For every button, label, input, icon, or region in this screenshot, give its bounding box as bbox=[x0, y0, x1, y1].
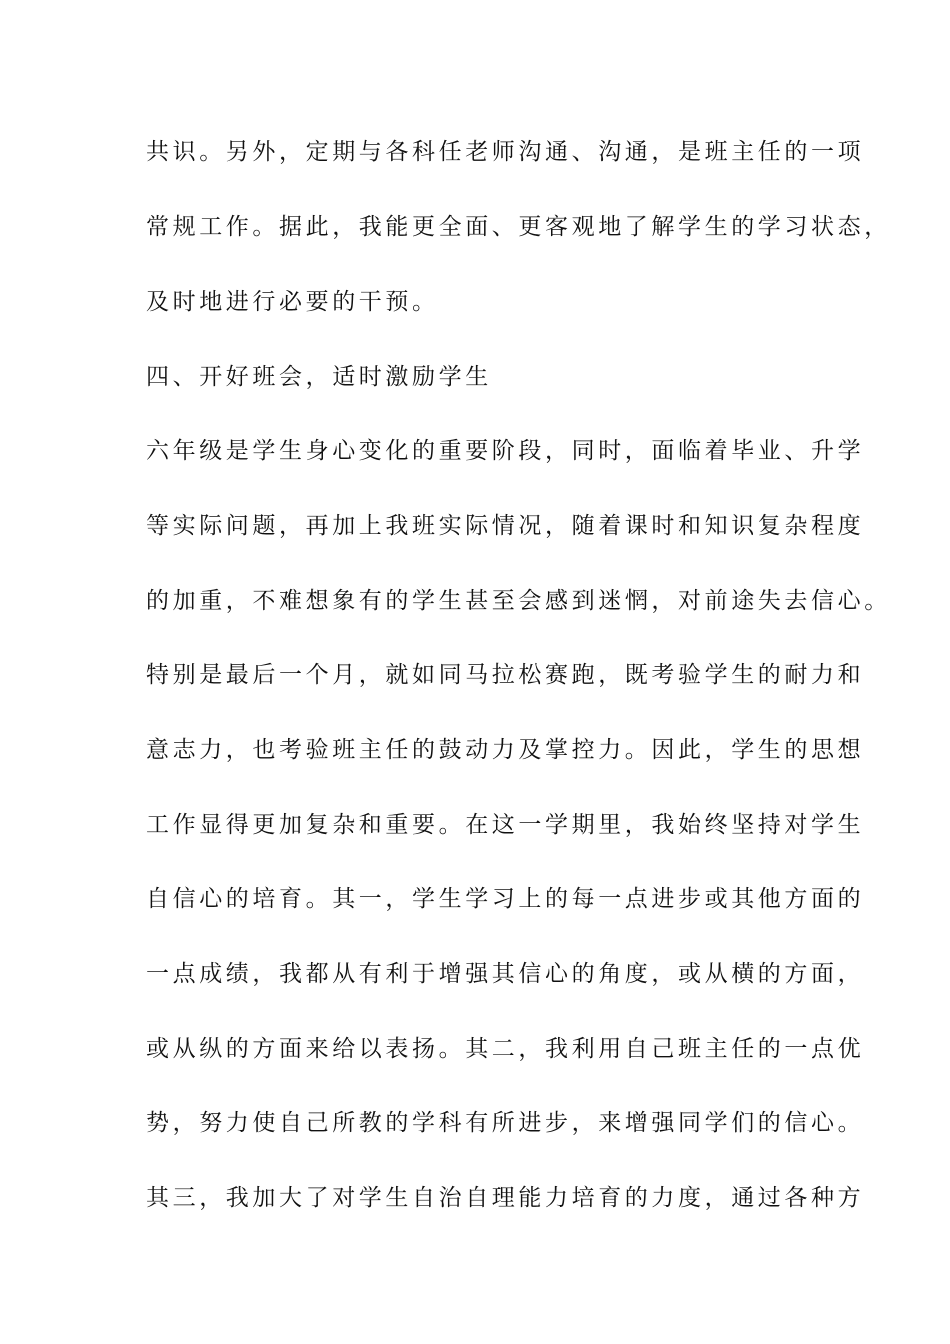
text-line-13: 或从纵的方面来给以表扬。其二，我利用自己班主任的一点优 bbox=[146, 1036, 865, 1062]
text-line-11: 自信心的培育。其一，学生学习上的每一点进步或其他方面的 bbox=[146, 886, 865, 912]
text-line-2: 常规工作。据此，我能更全面、更客观地了解学生的学习状态， bbox=[146, 214, 891, 240]
section-heading: 四、开好班会，适时激励学生 bbox=[146, 364, 492, 390]
text-line-3: 及时地进行必要的干预。 bbox=[146, 289, 439, 315]
text-line-9: 意志力，也考验班主任的鼓动力及掌控力。因此，学生的思想 bbox=[146, 737, 865, 763]
text-line-12: 一点成绩，我都从有利于增强其信心的角度，或从横的方面， bbox=[146, 961, 865, 987]
text-line-1: 共识。另外，定期与各科任老师沟通、沟通，是班主任的一项 bbox=[146, 139, 865, 165]
text-line-6: 等实际问题，再加上我班实际情况，随着课时和知识复杂程度 bbox=[146, 513, 865, 539]
text-line-15: 其三，我加大了对学生自治自理能力培育的力度，通过各种方 bbox=[146, 1185, 865, 1211]
text-line-7: 的加重，不难想象有的学生甚至会感到迷惘，对前途失去信心。 bbox=[146, 588, 891, 614]
text-line-10: 工作显得更加复杂和重要。在这一学期里，我始终坚持对学生 bbox=[146, 812, 865, 838]
text-line-14: 势，努力使自己所教的学科有所进步，来增强同学们的信心。 bbox=[146, 1110, 865, 1136]
text-line-5: 六年级是学生身心变化的重要阶段，同时，面临着毕业、升学 bbox=[146, 438, 865, 464]
text-line-8: 特别是最后一个月，就如同马拉松赛跑，既考验学生的耐力和 bbox=[146, 662, 865, 688]
